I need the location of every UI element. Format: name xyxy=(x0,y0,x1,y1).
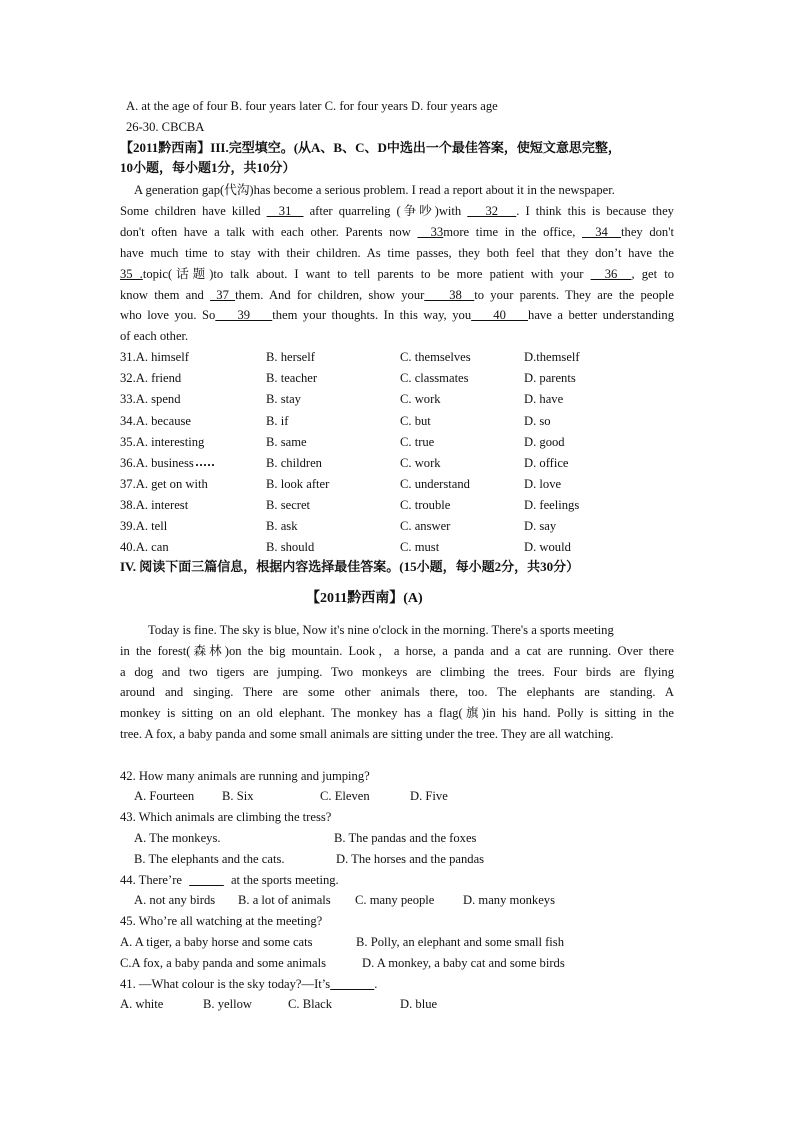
option-b: B. stay xyxy=(266,392,301,406)
option-c: C. themselves xyxy=(400,350,471,364)
question-41 xyxy=(120,976,377,992)
blank-40: 40 xyxy=(471,308,529,322)
q41-blank xyxy=(330,977,374,991)
q41-text: . xyxy=(374,977,378,991)
cloze-passage-line3 xyxy=(120,224,674,240)
option-d: D. feelings xyxy=(524,498,580,512)
blank-31: 31 xyxy=(266,204,304,218)
cloze-passage-line2 xyxy=(120,203,674,219)
reading-line: Today is fine. The sky is blue, Now it's nine o'clock in the morning. There's a sports meeting xyxy=(148,623,614,637)
dotted-underline-mark xyxy=(196,464,214,466)
reading-line: tree. A fox, a baby panda and some small animals are sitting under the tree. They are all watching. xyxy=(120,727,614,741)
reading-line: a dog and two tigers are jumping. Two monkeys are climbing the trees. Four birds are flying xyxy=(120,665,674,679)
cloze-header-line1: 【2011黔西南】III.完型填空。(从A、B、C、D中选出一个最佳答案，使短文意思完整， xyxy=(120,140,621,155)
option-b: B. should xyxy=(266,540,315,554)
option-a: 39.A. tell xyxy=(120,519,168,533)
q42-option-b: B. Six xyxy=(222,789,254,803)
option-b: B. children xyxy=(266,456,322,470)
cloze-text: . I think this is because they xyxy=(516,204,674,218)
option-d: D. office xyxy=(524,456,569,470)
option-b: B. ask xyxy=(266,519,298,533)
option-a: 40.A. can xyxy=(120,540,169,554)
q41-option-d: D. blue xyxy=(400,997,438,1011)
option-a: 33.A. spend xyxy=(120,392,181,406)
cloze-text: , get to xyxy=(631,267,674,281)
option-a: 34.A. because xyxy=(120,414,191,428)
blank-34: 34 xyxy=(582,225,622,239)
option-b: B. teacher xyxy=(266,371,318,385)
q44-option-d: D. many monkeys xyxy=(463,893,555,907)
option-c: C. trouble xyxy=(400,498,451,512)
q44-option-a: A. not any birds xyxy=(134,893,216,907)
q45-option-a: A. A tiger, a baby horse and some cats xyxy=(120,935,313,949)
blank-35: 35 . xyxy=(120,267,143,281)
cloze-text: them your thoughts. In this way, you xyxy=(272,308,472,322)
cloze-text: topic(话题)to talk about. I want to tell parents to be more patient with your xyxy=(142,267,584,281)
cloze-passage-line5 xyxy=(120,266,674,282)
q43-option-a: A. The monkeys. xyxy=(134,831,221,845)
top-answers-line: 26-30. CBCBA xyxy=(126,120,205,134)
option-d: D. love xyxy=(524,477,562,491)
q41-option-b: B. yellow xyxy=(203,997,252,1011)
reading-subtitle: 【2011黔西南】(A) xyxy=(306,591,423,606)
option-a: 35.A. interesting xyxy=(120,435,205,449)
blank-33: 33 xyxy=(417,225,444,239)
question-44 xyxy=(120,872,339,888)
cloze-text: don't often have a talk with each other. Parents now xyxy=(120,225,411,239)
option-b: B. look after xyxy=(266,477,330,491)
cloze-text: have a better understanding xyxy=(528,308,675,322)
reading-line: around and singing. There are some other animals there, too. The elephants are standing. A xyxy=(120,685,674,699)
q45-option-d: D. A monkey, a baby cat and some birds xyxy=(362,956,565,970)
cloze-passage-line8: of each other. xyxy=(120,329,189,343)
option-a: 32.A. friend xyxy=(120,371,182,385)
q44-text: 44. There’re xyxy=(120,873,183,887)
q43-option-c: B. The elephants and the cats. xyxy=(134,852,285,866)
option-d: D. parents xyxy=(524,371,576,385)
reading-line: monkey is sitting on an old elephant. The monkey has a flag(旗)in his hand. Polly is sitting in the xyxy=(120,706,674,720)
option-a: 31.A. himself xyxy=(120,350,189,364)
option-d: D. good xyxy=(524,435,565,449)
option-b: B. herself xyxy=(266,350,315,364)
cloze-text: know them and xyxy=(120,288,204,302)
q44-option-b: B. a lot of animals xyxy=(238,893,331,907)
cloze-text: to your parents. They are the people xyxy=(474,288,675,302)
blank-38: 38 xyxy=(424,288,475,302)
question-45: 45. Who’re all watching at the meeting? xyxy=(120,914,323,928)
option-c: C. must xyxy=(400,540,440,554)
question-43: 43. Which animals are climbing the tress? xyxy=(120,810,332,824)
cloze-text: after quarreling (争吵)with xyxy=(309,204,462,218)
cloze-header-line2: 10小题，每小题1分，共10分） xyxy=(120,160,296,175)
q44-blank xyxy=(189,873,224,887)
option-a: 37.A. get on with xyxy=(120,477,208,491)
option-c: C. answer xyxy=(400,519,451,533)
q41-text: 41. —What colour is the sky today?—It’s xyxy=(120,977,331,991)
q43-option-d: D. The horses and the pandas xyxy=(336,852,485,866)
option-c: C. but xyxy=(400,414,431,428)
q44-option-c: C. many people xyxy=(355,893,435,907)
q45-option-c: C.A fox, a baby panda and some animals xyxy=(120,956,327,970)
option-c: C. classmates xyxy=(400,371,469,385)
option-a-text: 36.A. business xyxy=(120,456,194,470)
cloze-text: they don't xyxy=(621,225,674,239)
q43-option-b: B. The pandas and the foxes xyxy=(334,831,477,845)
option-d: D. say xyxy=(524,519,557,533)
option-b: B. if xyxy=(266,414,289,428)
blank-37: 37 xyxy=(210,288,236,302)
cloze-passage-line1: A generation gap(代沟)has become a serious problem. I read a report about it in the newspaper. xyxy=(134,183,615,197)
option-c: C. work xyxy=(400,392,441,406)
option-d: D. would xyxy=(524,540,571,554)
cloze-text: more time in the office, xyxy=(443,225,576,239)
blank-36: 36 xyxy=(590,267,632,281)
option-a xyxy=(120,455,214,471)
option-c: C. work xyxy=(400,456,441,470)
option-b: B. secret xyxy=(266,498,311,512)
cloze-passage-line7 xyxy=(120,307,674,323)
option-d: D. have xyxy=(524,392,564,406)
top-options-line: A. at the age of four B. four years later C. for four years D. four years age xyxy=(126,99,498,113)
q42-option-c: C. Eleven xyxy=(320,789,370,803)
cloze-text: who love you. So xyxy=(120,308,216,322)
q44-text: at the sports meeting. xyxy=(230,873,339,887)
cloze-text: them. And for children, show your xyxy=(235,288,425,302)
question-42: 42. How many animals are running and jumping? xyxy=(120,769,370,783)
reading-header: IV. 阅读下面三篇信息，根据内容选择最佳答案。(15小题，每小题2分，共30分） xyxy=(120,559,580,574)
option-d: D.themself xyxy=(524,350,580,364)
reading-line: in the forest(森林)on the big mountain. Look，a horse, a panda and a cat are running. Over there xyxy=(120,644,674,658)
q41-option-a: A. white xyxy=(120,997,164,1011)
option-c: C. true xyxy=(400,435,435,449)
cloze-text: Some children have killed xyxy=(120,204,261,218)
option-b: B. same xyxy=(266,435,307,449)
option-a: 38.A. interest xyxy=(120,498,189,512)
cloze-passage-line6 xyxy=(120,287,674,303)
option-c: C. understand xyxy=(400,477,470,491)
option-d: D. so xyxy=(524,414,551,428)
blank-32: 32 xyxy=(467,204,517,218)
blank-39: 39 xyxy=(215,308,273,322)
cloze-passage-line4: have much time to stay with their children. As time passes, they both feel that they don’t have the xyxy=(120,246,674,260)
q45-option-b: B. Polly, an elephant and some small fish xyxy=(356,935,564,949)
q42-option-d: D. Five xyxy=(410,789,448,803)
q42-option-a: A. Fourteen xyxy=(134,789,195,803)
q41-option-c: C. Black xyxy=(288,997,333,1011)
